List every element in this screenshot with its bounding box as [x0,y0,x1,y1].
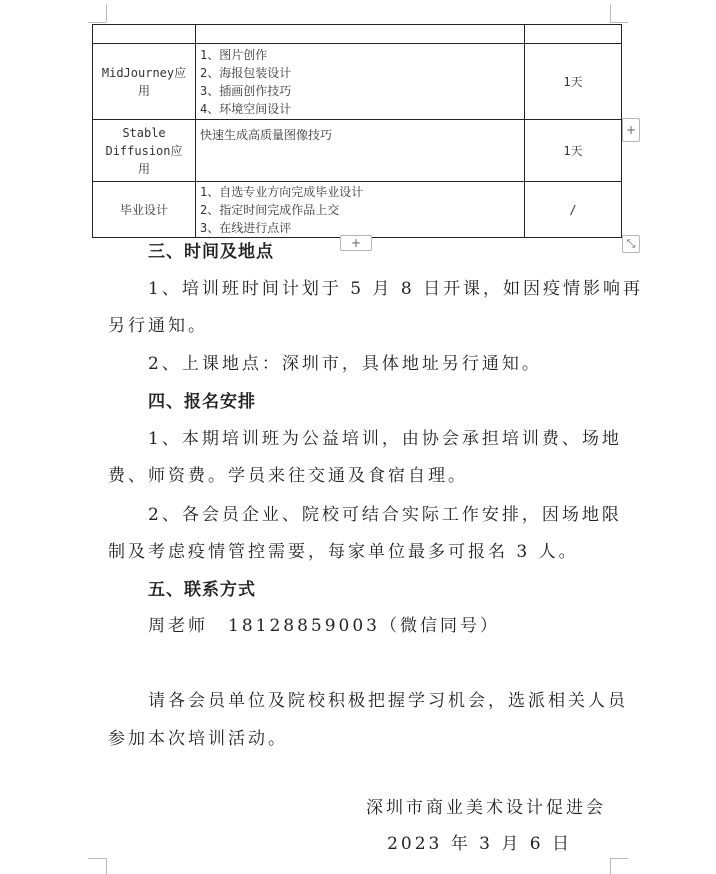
table-row[interactable] [93,25,622,44]
content-item: 2、海报包装设计 [200,65,292,80]
section-heading-time-place: 三、时间及地点 [148,242,274,262]
add-column-button[interactable]: + [622,118,640,142]
curriculum-table[interactable] [92,24,622,238]
crop-mark-top-left [88,22,106,23]
module-content-cell[interactable] [196,44,525,120]
paragraph-line: 2、各会员企业、院校可结合实际工作安排，因场地限 [148,505,622,525]
module-name-cell[interactable] [93,182,196,238]
content-item: 3、在线进行点评 [200,220,292,235]
table-row[interactable] [93,44,622,120]
content-item: 3、插画创作技巧 [200,83,292,98]
signature-date: 2023 年 3 月 6 日 [387,834,572,854]
paragraph-line: 2、上课地点：深圳市，具体地址另行通知。 [148,354,542,374]
table-row[interactable] [93,120,622,182]
paragraph-line: 制及考虑疫情管控需要，每家单位最多可报名 3 人。 [108,542,579,562]
content-item: 4、环境空间设计 [200,101,292,116]
content-item: 快速生成高质量图像技巧 [200,128,333,142]
module-name-cell[interactable] [93,44,196,120]
crop-mark-bottom-right [610,858,611,874]
duration-cell[interactable]: 1天 [525,44,622,120]
crop-mark-bottom-left [106,858,107,874]
content-item: 2、指定时间完成作品上交 [200,202,340,217]
table-cell[interactable] [525,25,622,44]
crop-mark-top-right [610,4,611,22]
closing-line: 参加本次培训活动。 [108,729,288,749]
section-heading-contact: 五、联系方式 [148,580,256,600]
module-name-line: 用 [137,83,150,98]
crop-mark-top-left [106,4,107,22]
module-name-line: Diffusion应 [105,143,183,158]
section-heading-registration: 四、报名安排 [148,392,256,412]
module-name-line: MidJourney应 [101,65,187,80]
crop-mark-top-right [610,22,628,23]
duration-cell[interactable]: / [525,182,622,238]
table-resize-handle[interactable]: ⤡ [622,235,640,253]
module-content-cell[interactable] [196,182,525,238]
module-content-cell[interactable] [196,120,525,182]
module-name-line: 用 [137,161,150,176]
crop-mark-bottom-left [88,858,106,859]
table-cell[interactable] [93,25,196,44]
signature-organization: 深圳市商业美术设计促进会 [366,798,606,818]
add-row-button[interactable]: + [340,235,372,251]
table-row[interactable] [93,182,622,238]
module-name-line: Stable [122,125,166,140]
paragraph-line: 另行通知。 [108,316,208,336]
table-cell[interactable] [196,25,525,44]
paragraph-line: 1、本期培训班为公益培训，由协会承担培训费、场地 [148,429,622,449]
duration-cell[interactable]: 1天 [525,120,622,182]
module-name-line: 毕业设计 [119,202,168,217]
paragraph-line: 费、师资费。学员来往交通及食宿自理。 [108,466,468,486]
crop-mark-bottom-right [610,858,628,859]
content-item: 1、自选专业方向完成毕业设计 [200,184,364,199]
content-item: 1、图片创作 [200,47,268,62]
contact-line: 周老师 18128859003（微信同号） [148,616,500,636]
closing-line: 请各会员单位及院校积极把握学习机会，选派相关人员 [148,691,628,711]
paragraph-line: 1、培训班时间计划于 5 月 8 日开课，如因疫情影响再 [148,279,644,299]
module-name-cell[interactable] [93,120,196,182]
